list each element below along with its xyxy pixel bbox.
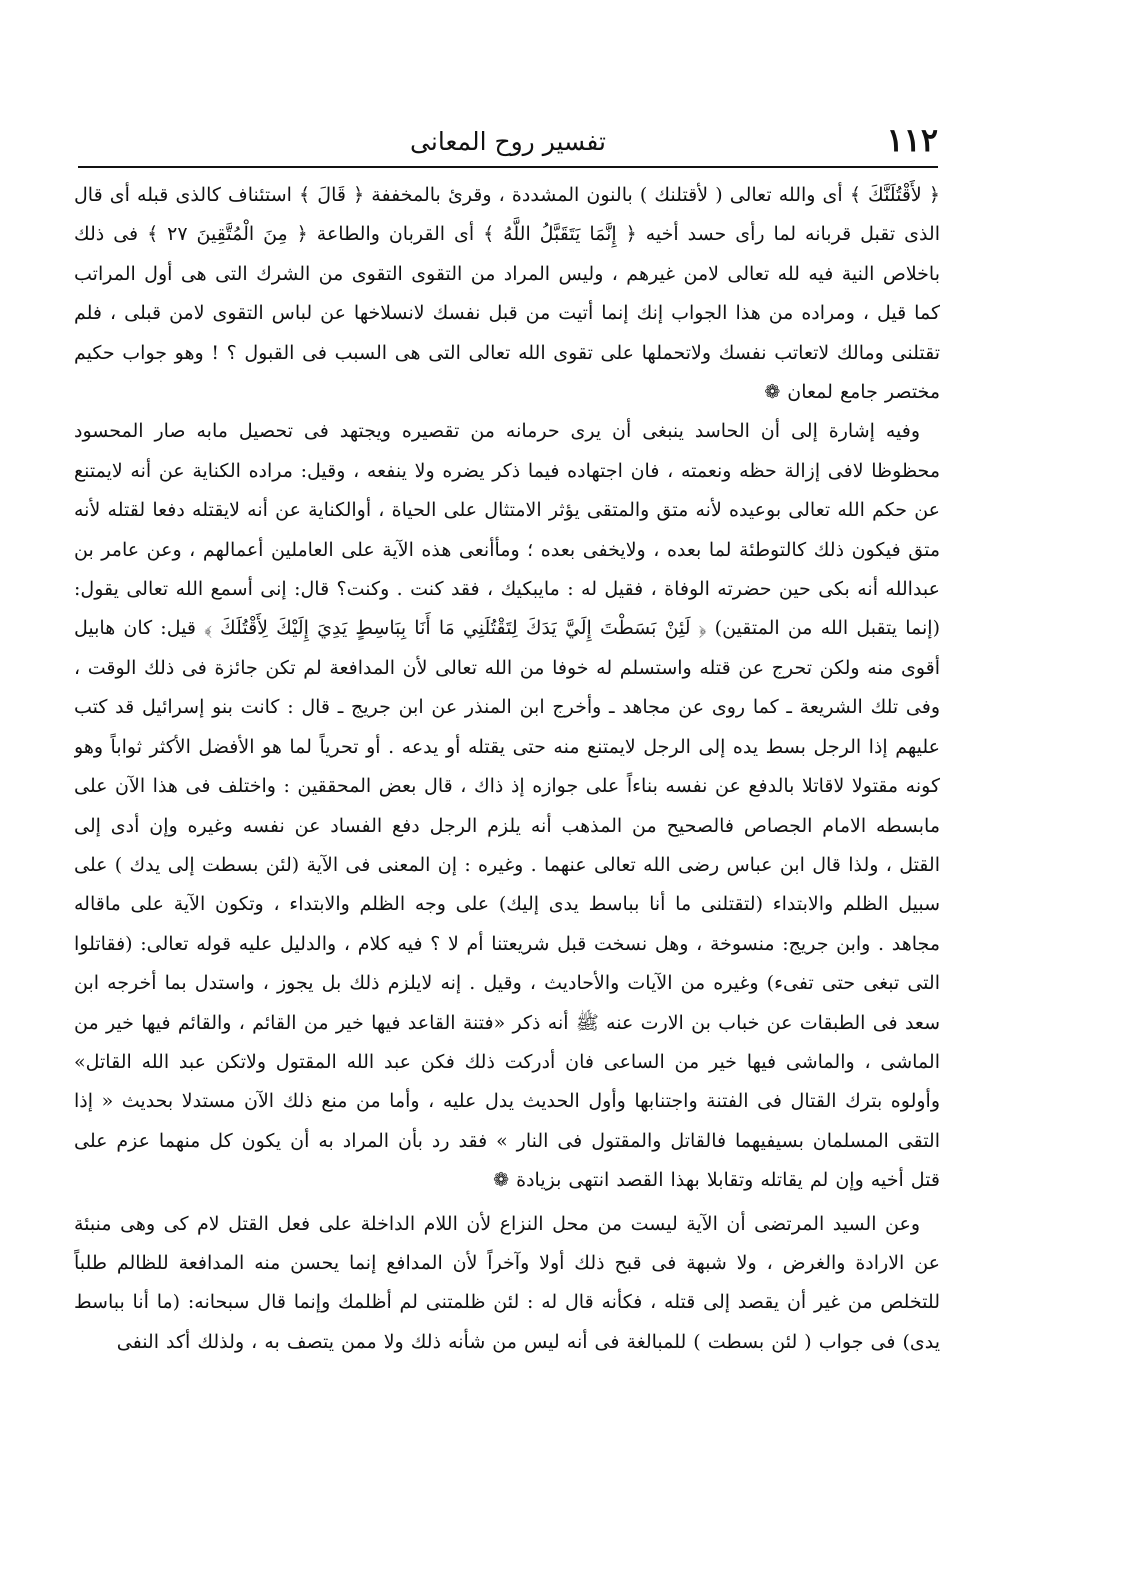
paragraph-1: ﴿ لأَقْتُلَنَّكَ ﴾ أى والله تعالى ( لأقتلنك ) بالنون المشددة ، وقرئ بالمخففة ﴿ قَالَ ﴾ استئناف كالذى قبله أى قال الذى تقبل قربانه لما رأى حسد أخيه ﴿ إِنَّمَا يَتَقَبَّلُ اللَّهُ ﴾ أى القربان والطاعة ﴿ مِنَ الْمُتَّقِينَ ٢٧ ﴾ فى ذلك باخلاص النية فيه لله تعالى لامن غيرهم ، وليس المراد من التقوى التقوى من الشرك التى هى أول المراتب كما قيل ، ومراده من هذا الجواب إنك إنما أتيت من قبل نفسك لانسلاخها عن لباس التقوى لامن قبلى ، فلم تقتلنى ومالك لاتعاتب نفسك ولاتحملها على تقوى الله تعالى التى هى السبب فى القبول ؟ ! وهو جواب حكيم مختصر جامع لمعان ❁ [74, 184, 940, 404]
page-header [78, 118, 938, 166]
paragraph-2: وفيه إشارة إلى أن الحاسد ينبغى أن يرى حرمانه من تقصيره ويجتهد فى تحصيل مابه صار المحسود محظوظا لافى إزالة حظه ونعمته ، فان اجتهاده فيما ذكر يضره ولا ينفعه ، وقيل: مراده الكناية عن أنه لايمتنع عن حكم الله تعالى بوعيده لأنه متق والمتقى يؤثر الامتثال على الحياة ، أوالكناية عن أنه لايقتله دفعا لقتله لأنه متق فيكون ذلك كالتوطئة لما بعده ، ولايخفى بعده ؛ ومأأنعى هذه الآية على العاملين أعمالهم ، وعن عامر بن عبدالله أنه بكى حين حضرته الوفاة ، فقيل له : مايبكيك ، فقد كنت . وكنت؟ قال: إنى أسمع الله تعالى يقول: (إنما يتقبل الله من المتقين) ﴿ لَئِنْ بَسَطْتَ إِلَيَّ يَدَكَ لِتَقْتُلَنِي مَا أَنَا بِبَاسِطٍ يَدِيَ إِلَيْكَ لِأَقْتُلَكَ ﴾ قيل: كان هابيل أقوى منه ولكن تحرج عن قتله واستسلم له خوفا من الله تعالى لأن المدافعة لم تكن جائزة فى ذلك الوقت ، وفى تلك الشريعة ـ كما روى عن مجاهد ـ وأخرج ابن المنذر عن ابن جريج ـ قال : كانت بنو إسرائيل قد كتب عليهم إذا الرجل بسط يده إلى الرجل لايمتنع منه حتى يقتله أو يدعه . أو تحرياً لما هو الأفضل الأكثر ثواباً وهو كونه مقتولا لاقاتلا بالدفع عن نفسه بناءاً على جوازه إذ ذاك ، قال بعض المحققين : واختلف فى هذا الآن على مابسطه الامام الجصاص فالصحيح من المذهب أنه يلزم الرجل دفع الفساد عن نفسه وغيره وإن أدى إلى القتل ، ولذا قال ابن عباس رضى الله تعالى عنهما . وغيره : إن المعنى فى الآية (لئن بسطت إلى يدك ) على سبيل الظلم والابتداء (لتقتلنى ما أنا بباسط يدى إليك) على وجه الظلم والابتداء ، وتكون الآية على ماقاله مجاهد . وابن جريج: منسوخة ، وهل نسخت قبل شريعتنا أم لا ؟ فيه كلام ، والدليل عليه قوله تعالى: (فقاتلوا التى تبغى حتى تفىء) وغيره من الآيات والأحاديث ، وقيل . إنه لايلزم ذلك بل يجوز ، واستدل بما أخرجه ابن سعد فى الطبقات عن خباب بن الارت عنه ﷺ أنه ذكر «فتنة القاعد فيها خير من القائم ، والقائم فيها خير من الماشى ، والماشى فيها خير من الساعى فان أدركت ذلك فكن عبد الله المقتول ولاتكن عبد الله القاتل» وأولوه بترك القتال فى الفتنة واجتنابها وأول الحديث يدل عليه ، وأما من منع ذلك الآن مستدلا بحديث « إذا التقى المسلمان بسيفيهما فالقاتل والمقتول فى النار » فقد رد بأن المراد به أن يكون كل منهما عزم على قتل أخيه وإن لم يقاتله وتقابلا بهذا القصد انتهى بزيادة ❁ [74, 420, 940, 1192]
paragraph-3: وعن السيد المرتضى أن الآية ليست من محل النزاع لأن اللام الداخلة على فعل القتل لام كى وهى منبئة عن الارادة والغرض ، ولا شبهة فى قبح ذلك أولا وآخراً لأن المدافع إنما يحسن منه المدافعة للظالم طلباً للتخلص من غير أن يقصد إلى قتله ، فكأنه قال له : لئن ظلمتنى لم أظلمك وإنما قال سبحانه: (ما أنا بباسط يدى) فى جواب ( لئن بسطت ) للمبالغة فى أنه ليس من شأنه ذلك ولا ممن يتصف به ، ولذلك أكد النفى [74, 1212, 940, 1353]
body-text [74, 176, 940, 1576]
header-divider [78, 166, 938, 168]
page-number: ١١٢ [886, 121, 938, 159]
running-title: تفسير روح المعانى [410, 127, 606, 156]
